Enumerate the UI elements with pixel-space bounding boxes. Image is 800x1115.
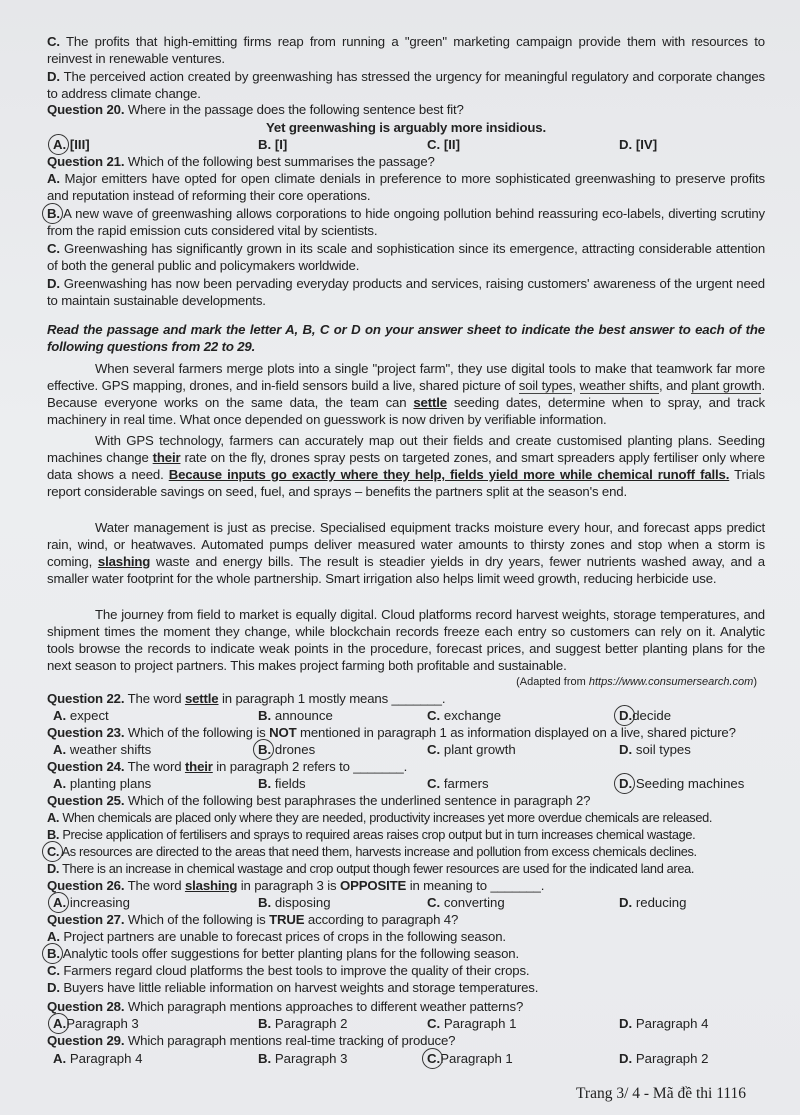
passage-p2-a: With GPS technology, farmers can accurately map out their fields and create customised planting plans. Seeding machines change bbox=[47, 433, 765, 465]
q24-options-1-text: fields bbox=[274, 776, 306, 791]
passage-p2-underlined: Because inputs go exactly where they help, fields yield more while chemical runoff falls. bbox=[168, 467, 730, 482]
q21-options-0-letter: A. bbox=[47, 171, 60, 186]
q23-post: mentioned in paragraph 1 as information displayed on a live, shared picture? bbox=[296, 725, 736, 740]
q26-options-3-text: reducing bbox=[635, 895, 687, 910]
q29-options-1-letter: B. bbox=[258, 1051, 272, 1066]
q20-options-1-letter: B. bbox=[258, 137, 272, 152]
q27-options-3-letter: D. bbox=[47, 980, 60, 995]
passage-source_prefix: (Adapted from bbox=[516, 676, 589, 688]
question-23 bbox=[47, 724, 765, 741]
q24-end: . bbox=[403, 759, 408, 774]
q29-options-0-text: Paragraph 4 bbox=[69, 1051, 143, 1066]
q27-option-a[interactable] bbox=[47, 928, 765, 945]
option-b[interactable] bbox=[258, 1015, 347, 1032]
option-b[interactable] bbox=[258, 742, 315, 757]
q29-text: Which paragraph mentions real-time tracking of produce? bbox=[127, 1033, 456, 1048]
q21-option-c[interactable] bbox=[47, 240, 765, 274]
option-a[interactable] bbox=[53, 1016, 139, 1031]
passage-source_suffix: ) bbox=[753, 676, 757, 688]
q26-mid: in paragraph 3 is bbox=[237, 878, 340, 893]
q29-options-0-letter: A. bbox=[53, 1051, 67, 1066]
q25-option-d[interactable] bbox=[47, 860, 765, 877]
passage-p1-e: seeding dates, determine when to spray, and track machinery in real time. What once depended on guesswork is now driven by verifiable information. bbox=[47, 395, 766, 427]
q26-word: slashing bbox=[184, 878, 238, 893]
q27-options-0-text: Project partners are unable to forecast prices of crops in the following season. bbox=[63, 929, 506, 944]
option-letter: C. bbox=[47, 34, 60, 49]
q22-pre: The word bbox=[127, 691, 185, 706]
q23-options-2-text: plant growth bbox=[443, 742, 516, 757]
q23-options-2-letter: C. bbox=[427, 742, 441, 757]
question-22 bbox=[47, 690, 765, 707]
q29-options-3-letter: D. bbox=[619, 1051, 633, 1066]
option-d[interactable] bbox=[619, 741, 691, 758]
q19-option-c bbox=[47, 33, 765, 67]
passage-paragraph-2 bbox=[47, 432, 765, 500]
q28-options-2-text: Paragraph 1 bbox=[443, 1016, 517, 1031]
option-a[interactable] bbox=[53, 707, 109, 724]
option-d[interactable] bbox=[619, 776, 744, 791]
q27-options-1-text: Analytic tools offer suggestions for better planting plans for the following season. bbox=[62, 946, 520, 961]
q21-options-3-letter: D. bbox=[47, 276, 60, 291]
q21-option-a[interactable] bbox=[47, 170, 765, 204]
option-a[interactable] bbox=[53, 137, 90, 152]
q22-options-2-text: exchange bbox=[443, 708, 502, 723]
passage-paragraph-4 bbox=[47, 606, 765, 674]
q27-options-0-letter: A. bbox=[47, 929, 60, 944]
q27-option-c[interactable] bbox=[47, 962, 765, 979]
q27-label: Question 27. bbox=[47, 912, 125, 927]
question-25 bbox=[47, 792, 765, 809]
q26-options-1-text: disposing bbox=[274, 895, 331, 910]
q26-options-3-letter: D. bbox=[619, 895, 633, 910]
q21-options-1-text: A new wave of greenwashing allows corporations to hide ongoing pollution behind reassuring eco-labels, diverting scrutiny from the rapid emission cuts considered vital by scientists. bbox=[47, 206, 765, 238]
q23-bold: NOT bbox=[269, 725, 297, 740]
question-label: Question 21. bbox=[47, 154, 125, 169]
question-27 bbox=[47, 911, 765, 928]
q22-word: settle bbox=[184, 691, 219, 706]
q29-options-3-text: Paragraph 2 bbox=[635, 1051, 709, 1066]
q26-blank: _______ bbox=[490, 878, 541, 893]
q24-word: their bbox=[184, 759, 213, 774]
q20-options-0-text: [III] bbox=[69, 137, 90, 152]
q22-options-2-letter: C. bbox=[427, 708, 441, 723]
q27-options-3-text: Buyers have little reliable information on harvest weights and storage temperatures. bbox=[63, 980, 539, 995]
q27-option-d[interactable] bbox=[47, 979, 765, 996]
q27-bold: TRUE bbox=[269, 912, 305, 927]
q26-options-0-letter: A. bbox=[53, 895, 67, 910]
question-label: Question 20. bbox=[47, 102, 125, 117]
question-text: Where in the passage does the following sentence best fit? bbox=[127, 102, 464, 117]
q26-options-1-letter: B. bbox=[258, 895, 272, 910]
question-28 bbox=[47, 998, 765, 1015]
q22-label: Question 22. bbox=[47, 691, 125, 706]
q28-options bbox=[47, 1015, 767, 1032]
q28-options-3-letter: D. bbox=[619, 1016, 633, 1031]
passage-p1-plant: plant growth bbox=[691, 378, 762, 393]
q24-options-3-text: Seeding machines bbox=[635, 776, 745, 791]
q29-options-2-text: Paragraph 1 bbox=[440, 1051, 513, 1066]
q25-options-3-letter: D. bbox=[47, 861, 60, 876]
option-b[interactable] bbox=[258, 894, 331, 911]
option-b[interactable] bbox=[258, 136, 287, 153]
q20-options bbox=[47, 136, 767, 153]
option-d[interactable] bbox=[619, 708, 671, 723]
q23-pre: Which of the following is bbox=[127, 725, 270, 740]
option-d[interactable] bbox=[619, 1015, 708, 1032]
q22-post: in paragraph 1 mostly means bbox=[218, 691, 392, 706]
q21-options-3-text: Greenwashing has now been pervading everyday products and services, raising customers' awareness of the urgent need to maintain sustainable developments. bbox=[47, 276, 765, 308]
q25-text: Which of the following best paraphrases the underlined sentence in paragraph 2? bbox=[127, 793, 591, 808]
option-b[interactable] bbox=[258, 775, 306, 792]
q26-options-0-text: increasing bbox=[69, 895, 130, 910]
q21-options-2-text: Greenwashing has significantly grown in its scale and sophistication since its emergence, attracting considerable attention of both the general public and policymakers worldwide. bbox=[47, 241, 766, 273]
option-b[interactable] bbox=[258, 1050, 347, 1067]
option-a[interactable] bbox=[53, 741, 151, 758]
q24-options-2-text: farmers bbox=[443, 776, 489, 791]
source-link[interactable]: https://www.consumersearch.com bbox=[588, 676, 754, 688]
passage-p2-their: their bbox=[152, 450, 181, 465]
passage-p2-c: Trials report considerable savings on seed, fuel, and sprays – benefits the partners split at the season's end. bbox=[47, 467, 765, 499]
option-d[interactable] bbox=[619, 136, 657, 153]
page-footer: Trang 3/ 4 - Mã đề thi 1116 bbox=[576, 1085, 747, 1102]
q24-pre: The word bbox=[127, 759, 185, 774]
q23-options-1-text: drones bbox=[274, 742, 316, 757]
q26-bold: OPPOSITE bbox=[339, 878, 407, 893]
option-c[interactable] bbox=[427, 707, 501, 724]
q24-label: Question 24. bbox=[47, 759, 125, 774]
option-a[interactable] bbox=[53, 775, 151, 792]
q24-options bbox=[47, 775, 767, 792]
q29-options bbox=[47, 1050, 767, 1067]
option-c[interactable] bbox=[427, 741, 516, 758]
q20-options-1-text: [I] bbox=[274, 137, 288, 152]
q23-options-0-letter: A. bbox=[53, 742, 67, 757]
option-a[interactable] bbox=[53, 1050, 142, 1067]
q24-options-0-letter: A. bbox=[53, 776, 67, 791]
q20-options-2-text: [II] bbox=[443, 137, 460, 152]
passage-source bbox=[516, 676, 757, 688]
q28-text: Which paragraph mentions approaches to different weather patterns? bbox=[127, 999, 524, 1014]
q22-options bbox=[47, 707, 767, 724]
passage-p1-d: . Because everyone works on the same data, the team can bbox=[47, 378, 765, 410]
option-c[interactable] bbox=[427, 775, 489, 792]
passage-p1-settle: settle bbox=[413, 395, 447, 410]
q22-options-0-letter: A. bbox=[53, 708, 67, 723]
q22-options-1-letter: B. bbox=[258, 708, 272, 723]
q28-options-3-text: Paragraph 4 bbox=[635, 1016, 709, 1031]
q28-options-0-text: Paragraph 3 bbox=[66, 1016, 139, 1031]
option-d[interactable] bbox=[619, 1050, 708, 1067]
q22-options-3-text: decide bbox=[632, 708, 672, 723]
question-26 bbox=[47, 877, 765, 894]
q22-end: . bbox=[441, 691, 446, 706]
q21-options-2-letter: C. bbox=[47, 241, 60, 256]
q24-options-3-letter: D. bbox=[619, 776, 633, 791]
q27-options-2-text: Farmers regard cloud platforms the best tools to improve the quality of their crops. bbox=[63, 963, 530, 978]
q26-options-2-letter: C. bbox=[427, 895, 441, 910]
q23-label: Question 23. bbox=[47, 725, 125, 740]
q28-label: Question 28. bbox=[47, 999, 125, 1014]
option-a[interactable] bbox=[53, 895, 130, 910]
q29-label: Question 29. bbox=[47, 1033, 125, 1048]
q26-label: Question 26. bbox=[47, 878, 125, 893]
question-29 bbox=[47, 1032, 765, 1049]
q29-options-2-letter: C. bbox=[427, 1051, 441, 1066]
q28-options-2-letter: C. bbox=[427, 1016, 441, 1031]
section-instruction: Read the passage and mark the letter A, B, C or D on your answer sheet to indicate the best answer to each of the following questions from 22 to 29. bbox=[47, 322, 765, 354]
passage-paragraph-1 bbox=[47, 360, 765, 428]
sentence-text: Yet greenwashing is arguably more insidious. bbox=[266, 120, 546, 135]
q23-options-0-text: weather shifts bbox=[69, 742, 152, 757]
q23-options bbox=[47, 741, 767, 758]
q23-options-1-letter: B. bbox=[258, 742, 272, 757]
passage-p1-c: , and bbox=[658, 378, 692, 393]
passage-p1-a: When several farmers merge plots into a single "project farm", they use digital tools to make that teamwork far more effective. GPS mapping, drones, and in-field sensors build a live, shared picture of bbox=[47, 361, 765, 393]
passage-p1-weather: weather shifts bbox=[579, 378, 659, 393]
q20-options-3-text: [IV] bbox=[635, 137, 658, 152]
passage-p3-slashing: slashing bbox=[97, 554, 151, 569]
question-20 bbox=[47, 101, 765, 118]
question-24 bbox=[47, 758, 765, 775]
q25-label: Question 25. bbox=[47, 793, 125, 808]
q25-options-1-letter: B. bbox=[47, 827, 60, 842]
option-text: The profits that high-emitting firms reap from running a "green" marketing campaign provide them with resources to reinvest in renewable ventures. bbox=[47, 34, 765, 66]
q24-options-1-letter: B. bbox=[258, 776, 272, 791]
q26-options bbox=[47, 894, 767, 911]
q26-pre: The word bbox=[127, 878, 185, 893]
q25-options-0-text: When chemicals are placed only where they are needed, productivity increases yet more overdue chemicals are released. bbox=[62, 810, 713, 825]
q24-options-0-text: planting plans bbox=[69, 776, 152, 791]
q24-post: in paragraph 2 refers to bbox=[212, 759, 354, 774]
option-text: The perceived action created by greenwashing has stressed the urgency for meaningful regulatory and corporate changes to address climate change. bbox=[47, 69, 765, 101]
option-c[interactable] bbox=[427, 1051, 513, 1066]
q25-option-c[interactable] bbox=[47, 843, 765, 860]
q21-option-b[interactable] bbox=[47, 205, 765, 239]
q23-options-3-letter: D. bbox=[619, 742, 633, 757]
q19-option-d bbox=[47, 68, 765, 102]
option-c[interactable] bbox=[427, 1015, 516, 1032]
q27-pre: Which of the following is bbox=[127, 912, 270, 927]
q22-options-3-letter: D. bbox=[619, 708, 633, 723]
option-c[interactable] bbox=[427, 136, 460, 153]
q25-options-2-text: As resources are directed to the areas that need them, harvests increase and pollution from excess chemicals declines. bbox=[61, 844, 697, 859]
q27-option-b[interactable] bbox=[47, 945, 765, 962]
q29-options-1-text: Paragraph 3 bbox=[274, 1051, 348, 1066]
q25-options-1-text: Precise application of fertilisers and sprays to required areas raises crop output but in turn increases chemical wastage. bbox=[62, 827, 696, 842]
option-b[interactable] bbox=[258, 707, 333, 724]
option-d[interactable] bbox=[619, 894, 686, 911]
passage-p3-a: Water management is just as precise. Specialised equipment tracks moisture every hour, and forecast apps predict rain, wind, or heatwaves. Automated pumps deliver measured water amounts to thirsty zones and stop when a storm is coming, bbox=[47, 520, 765, 569]
q26-options-2-text: converting bbox=[443, 895, 505, 910]
q21-options-0-text: Major emitters have opted for open climate denials in preference to more sophisticated greenwashing to preserve profits and reputation instead of reforming their core operations. bbox=[47, 171, 765, 203]
passage-p1-soil: soil types bbox=[518, 378, 573, 393]
q25-options-3-text: There is an increase in chemical wastage and crop output though fewer resources are used for the indicated land area. bbox=[62, 861, 695, 876]
q28-options-0-letter: A. bbox=[53, 1016, 67, 1031]
q24-blank: _______ bbox=[353, 759, 404, 774]
q21-options-1-letter: B. bbox=[47, 206, 60, 221]
q22-options-1-text: announce bbox=[274, 708, 333, 723]
q22-blank: _______ bbox=[391, 691, 442, 706]
q26-end: . bbox=[540, 878, 545, 893]
q24-options-2-letter: C. bbox=[427, 776, 441, 791]
passage-p3-b: waste and energy bills. The result is steadier yields in dry years, fewer nutrients washed away, and a smaller water footprint for the whole partnership. Smart irrigation also helps limit weed growth, reducing herbicide use. bbox=[47, 554, 765, 586]
q20-options-2-letter: C. bbox=[427, 137, 441, 152]
q20-options-0-letter: A. bbox=[53, 137, 67, 152]
question-21 bbox=[47, 153, 765, 170]
q27-options-1-letter: B. bbox=[47, 946, 60, 961]
insert-sentence bbox=[47, 119, 765, 136]
passage-paragraph-3 bbox=[47, 519, 765, 587]
option-letter: D. bbox=[47, 69, 60, 84]
q28-options-1-letter: B. bbox=[258, 1016, 272, 1031]
q28-options-1-text: Paragraph 2 bbox=[274, 1016, 348, 1031]
q26-post: in meaning to bbox=[406, 878, 491, 893]
passage-p2-b: rate on the fly, drones spray pests on targeted zones, and smart spreaders apply fertiliser only where data shows a need. bbox=[47, 450, 765, 482]
q22-options-0-text: expect bbox=[69, 708, 109, 723]
q21-option-d[interactable] bbox=[47, 275, 765, 309]
question-text: Which of the following best summarises the passage? bbox=[127, 154, 435, 169]
q23-options-3-text: soil types bbox=[635, 742, 691, 757]
option-c[interactable] bbox=[427, 894, 505, 911]
q25-option-a[interactable] bbox=[47, 809, 765, 826]
q25-options-0-letter: A. bbox=[47, 810, 60, 825]
q27-options-2-letter: C. bbox=[47, 963, 60, 978]
q27-post: according to paragraph 4? bbox=[304, 912, 459, 927]
passage-p1-b: , bbox=[572, 378, 580, 393]
q25-option-b[interactable] bbox=[47, 826, 765, 843]
passage-p4: The journey from field to market is equally digital. Cloud platforms record harvest weights, storage temperatures, and shipment times the moment they change, while blockchain records freeze each entry so customers can rely on it. Analytic tools browse the records to indicate weak points in the procedure, forecast prices, and suggest better planting plans for the next season to project partners. This makes project farming both profitable and sustainable. bbox=[47, 607, 765, 673]
q20-options-3-letter: D. bbox=[619, 137, 633, 152]
q25-options-2-letter: C. bbox=[47, 844, 60, 859]
